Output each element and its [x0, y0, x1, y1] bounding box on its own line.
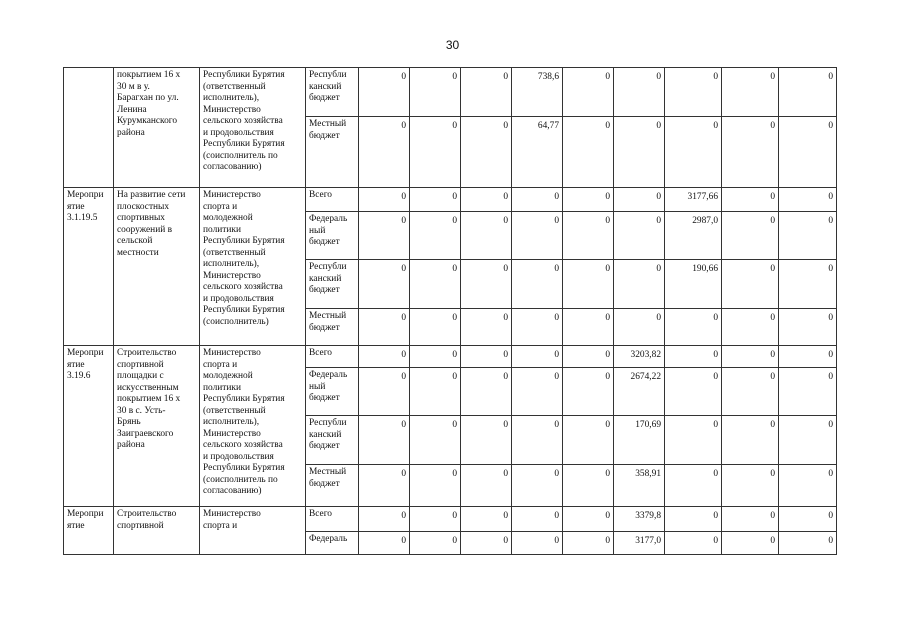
funding-source: Всего: [306, 346, 359, 368]
amount-cell: 0: [461, 188, 512, 212]
measure-label: Меропри ятие 3.19.6: [64, 346, 114, 507]
amount-cell: 0: [779, 68, 837, 117]
amount-cell: 0: [614, 212, 665, 260]
amount-cell: 0: [563, 346, 614, 368]
amount-cell: 2674,22: [614, 368, 665, 416]
amount-cell: 0: [512, 309, 563, 346]
amount-cell: 0: [563, 188, 614, 212]
amount-cell: 0: [563, 368, 614, 416]
amount-cell: 0: [779, 260, 837, 309]
amount-cell: 0: [512, 465, 563, 507]
amount-cell: 0: [722, 188, 779, 212]
funding-source: Всего: [306, 507, 359, 532]
amount-cell: 0: [359, 346, 410, 368]
amount-cell: 0: [512, 507, 563, 532]
amount-cell: 0: [779, 368, 837, 416]
funding-source: Республи канский бюджет: [306, 260, 359, 309]
amount-cell: 0: [512, 346, 563, 368]
amount-cell: 0: [722, 532, 779, 555]
amount-cell: 3379,8: [614, 507, 665, 532]
amount-cell: 738,6: [512, 68, 563, 117]
amount-cell: 0: [410, 68, 461, 117]
funding-source: Республи канский бюджет: [306, 416, 359, 465]
amount-cell: 0: [614, 188, 665, 212]
amount-cell: 0: [410, 368, 461, 416]
amount-cell: 0: [410, 346, 461, 368]
executor: Министерство спорта и: [200, 507, 306, 555]
amount-cell: 0: [410, 212, 461, 260]
amount-cell: 0: [359, 188, 410, 212]
amount-cell: 0: [461, 260, 512, 309]
budget-table: [63, 67, 837, 555]
amount-cell: 0: [359, 532, 410, 555]
amount-cell: 0: [665, 368, 722, 416]
table-row: [64, 68, 837, 117]
amount-cell: 0: [563, 260, 614, 309]
amount-cell: 0: [779, 465, 837, 507]
measure-name: На развитие сети плоскостных спортивных сооружений в сельской местности: [114, 188, 200, 346]
amount-cell: 0: [461, 346, 512, 368]
amount-cell: 0: [665, 416, 722, 465]
amount-cell: 0: [512, 416, 563, 465]
funding-source: Местный бюджет: [306, 117, 359, 188]
amount-cell: 0: [779, 117, 837, 188]
amount-cell: 0: [563, 416, 614, 465]
amount-cell: 0: [722, 68, 779, 117]
amount-cell: 0: [722, 346, 779, 368]
funding-source: Местный бюджет: [306, 465, 359, 507]
amount-cell: 0: [614, 117, 665, 188]
amount-cell: 0: [359, 212, 410, 260]
funding-source: Всего: [306, 188, 359, 212]
amount-cell: 0: [722, 260, 779, 309]
executor: Республики Бурятия (ответственный исполнитель), Министерство сельского хозяйства и продовольствия Республики Бурятия (соисполнитель по согласованию): [200, 68, 306, 188]
amount-cell: 0: [563, 68, 614, 117]
amount-cell: 0: [563, 117, 614, 188]
amount-cell: 0: [410, 507, 461, 532]
amount-cell: 0: [665, 68, 722, 117]
amount-cell: 0: [665, 532, 722, 555]
amount-cell: 0: [614, 260, 665, 309]
amount-cell: 0: [665, 309, 722, 346]
amount-cell: 0: [461, 532, 512, 555]
page-number: 30: [445, 38, 460, 52]
funding-source: Федераль: [306, 532, 359, 555]
amount-cell: 0: [722, 368, 779, 416]
amount-cell: 0: [410, 465, 461, 507]
amount-cell: 0: [779, 416, 837, 465]
amount-cell: 0: [563, 532, 614, 555]
amount-cell: 0: [563, 309, 614, 346]
amount-cell: 0: [359, 260, 410, 309]
amount-cell: 3177,66: [665, 188, 722, 212]
amount-cell: 0: [410, 117, 461, 188]
amount-cell: 0: [410, 532, 461, 555]
amount-cell: 0: [410, 309, 461, 346]
amount-cell: 0: [563, 212, 614, 260]
amount-cell: 0: [461, 117, 512, 188]
amount-cell: 0: [461, 212, 512, 260]
amount-cell: 0: [665, 117, 722, 188]
amount-cell: 0: [512, 260, 563, 309]
amount-cell: 0: [563, 465, 614, 507]
measure-name: Строительство спортивной: [114, 507, 200, 555]
amount-cell: 0: [461, 309, 512, 346]
funding-source: Республи канский бюджет: [306, 68, 359, 117]
amount-cell: 0: [722, 309, 779, 346]
amount-cell: 0: [359, 368, 410, 416]
amount-cell: 170,69: [614, 416, 665, 465]
amount-cell: 0: [722, 212, 779, 260]
amount-cell: 0: [512, 532, 563, 555]
amount-cell: 190,66: [665, 260, 722, 309]
funding-source: Федераль ный бюджет: [306, 368, 359, 416]
amount-cell: 0: [665, 465, 722, 507]
amount-cell: 0: [461, 68, 512, 117]
amount-cell: 0: [779, 212, 837, 260]
amount-cell: 0: [722, 465, 779, 507]
measure-label: [64, 68, 114, 188]
amount-cell: 0: [563, 507, 614, 532]
measure-name: покрытием 16 х 30 м в у. Барагхан по ул. Ленина Курумканского района: [114, 68, 200, 188]
amount-cell: 3177,0: [614, 532, 665, 555]
amount-cell: 0: [410, 416, 461, 465]
amount-cell: 0: [614, 309, 665, 346]
amount-cell: 0: [512, 368, 563, 416]
measure-label: Меропри ятие 3.1.19.5: [64, 188, 114, 346]
amount-cell: 2987,0: [665, 212, 722, 260]
amount-cell: 0: [359, 465, 410, 507]
amount-cell: 0: [665, 346, 722, 368]
amount-cell: 0: [359, 117, 410, 188]
amount-cell: 64,77: [512, 117, 563, 188]
amount-cell: 0: [614, 68, 665, 117]
amount-cell: 0: [779, 309, 837, 346]
amount-cell: 0: [359, 68, 410, 117]
amount-cell: 0: [665, 507, 722, 532]
amount-cell: 0: [359, 507, 410, 532]
amount-cell: 3203,82: [614, 346, 665, 368]
measure-name: Строительство спортивной площадки с искусственным покрытием 16 х 30 в с. Усть- Брянь Заиграевского района: [114, 346, 200, 507]
amount-cell: 0: [410, 188, 461, 212]
amount-cell: 0: [722, 117, 779, 188]
table-row: [64, 188, 837, 212]
amount-cell: 0: [359, 309, 410, 346]
amount-cell: 0: [461, 465, 512, 507]
amount-cell: 358,91: [614, 465, 665, 507]
funding-source: Местный бюджет: [306, 309, 359, 346]
table-row: [64, 346, 837, 368]
amount-cell: 0: [722, 416, 779, 465]
amount-cell: 0: [512, 212, 563, 260]
amount-cell: 0: [410, 260, 461, 309]
executor: Министерство спорта и молодежной политики Республики Бурятия (ответственный исполнитель), Министерство сельского хозяйства и продовольствия Республики Бурятия (соисполнитель): [200, 188, 306, 346]
amount-cell: 0: [779, 188, 837, 212]
executor: Министерство спорта и молодежной политики Республики Бурятия (ответственный исполнитель), Министерство сельского хозяйства и продовольствия Республики Бурятия (соисполнитель по согласованию): [200, 346, 306, 507]
amount-cell: 0: [779, 532, 837, 555]
amount-cell: 0: [359, 416, 410, 465]
table-row: [64, 507, 837, 532]
amount-cell: 0: [461, 507, 512, 532]
amount-cell: 0: [779, 346, 837, 368]
funding-source: Федераль ный бюджет: [306, 212, 359, 260]
measure-label: Меропри ятие: [64, 507, 114, 555]
amount-cell: 0: [461, 368, 512, 416]
amount-cell: 0: [779, 507, 837, 532]
amount-cell: 0: [722, 507, 779, 532]
amount-cell: 0: [512, 188, 563, 212]
amount-cell: 0: [461, 416, 512, 465]
